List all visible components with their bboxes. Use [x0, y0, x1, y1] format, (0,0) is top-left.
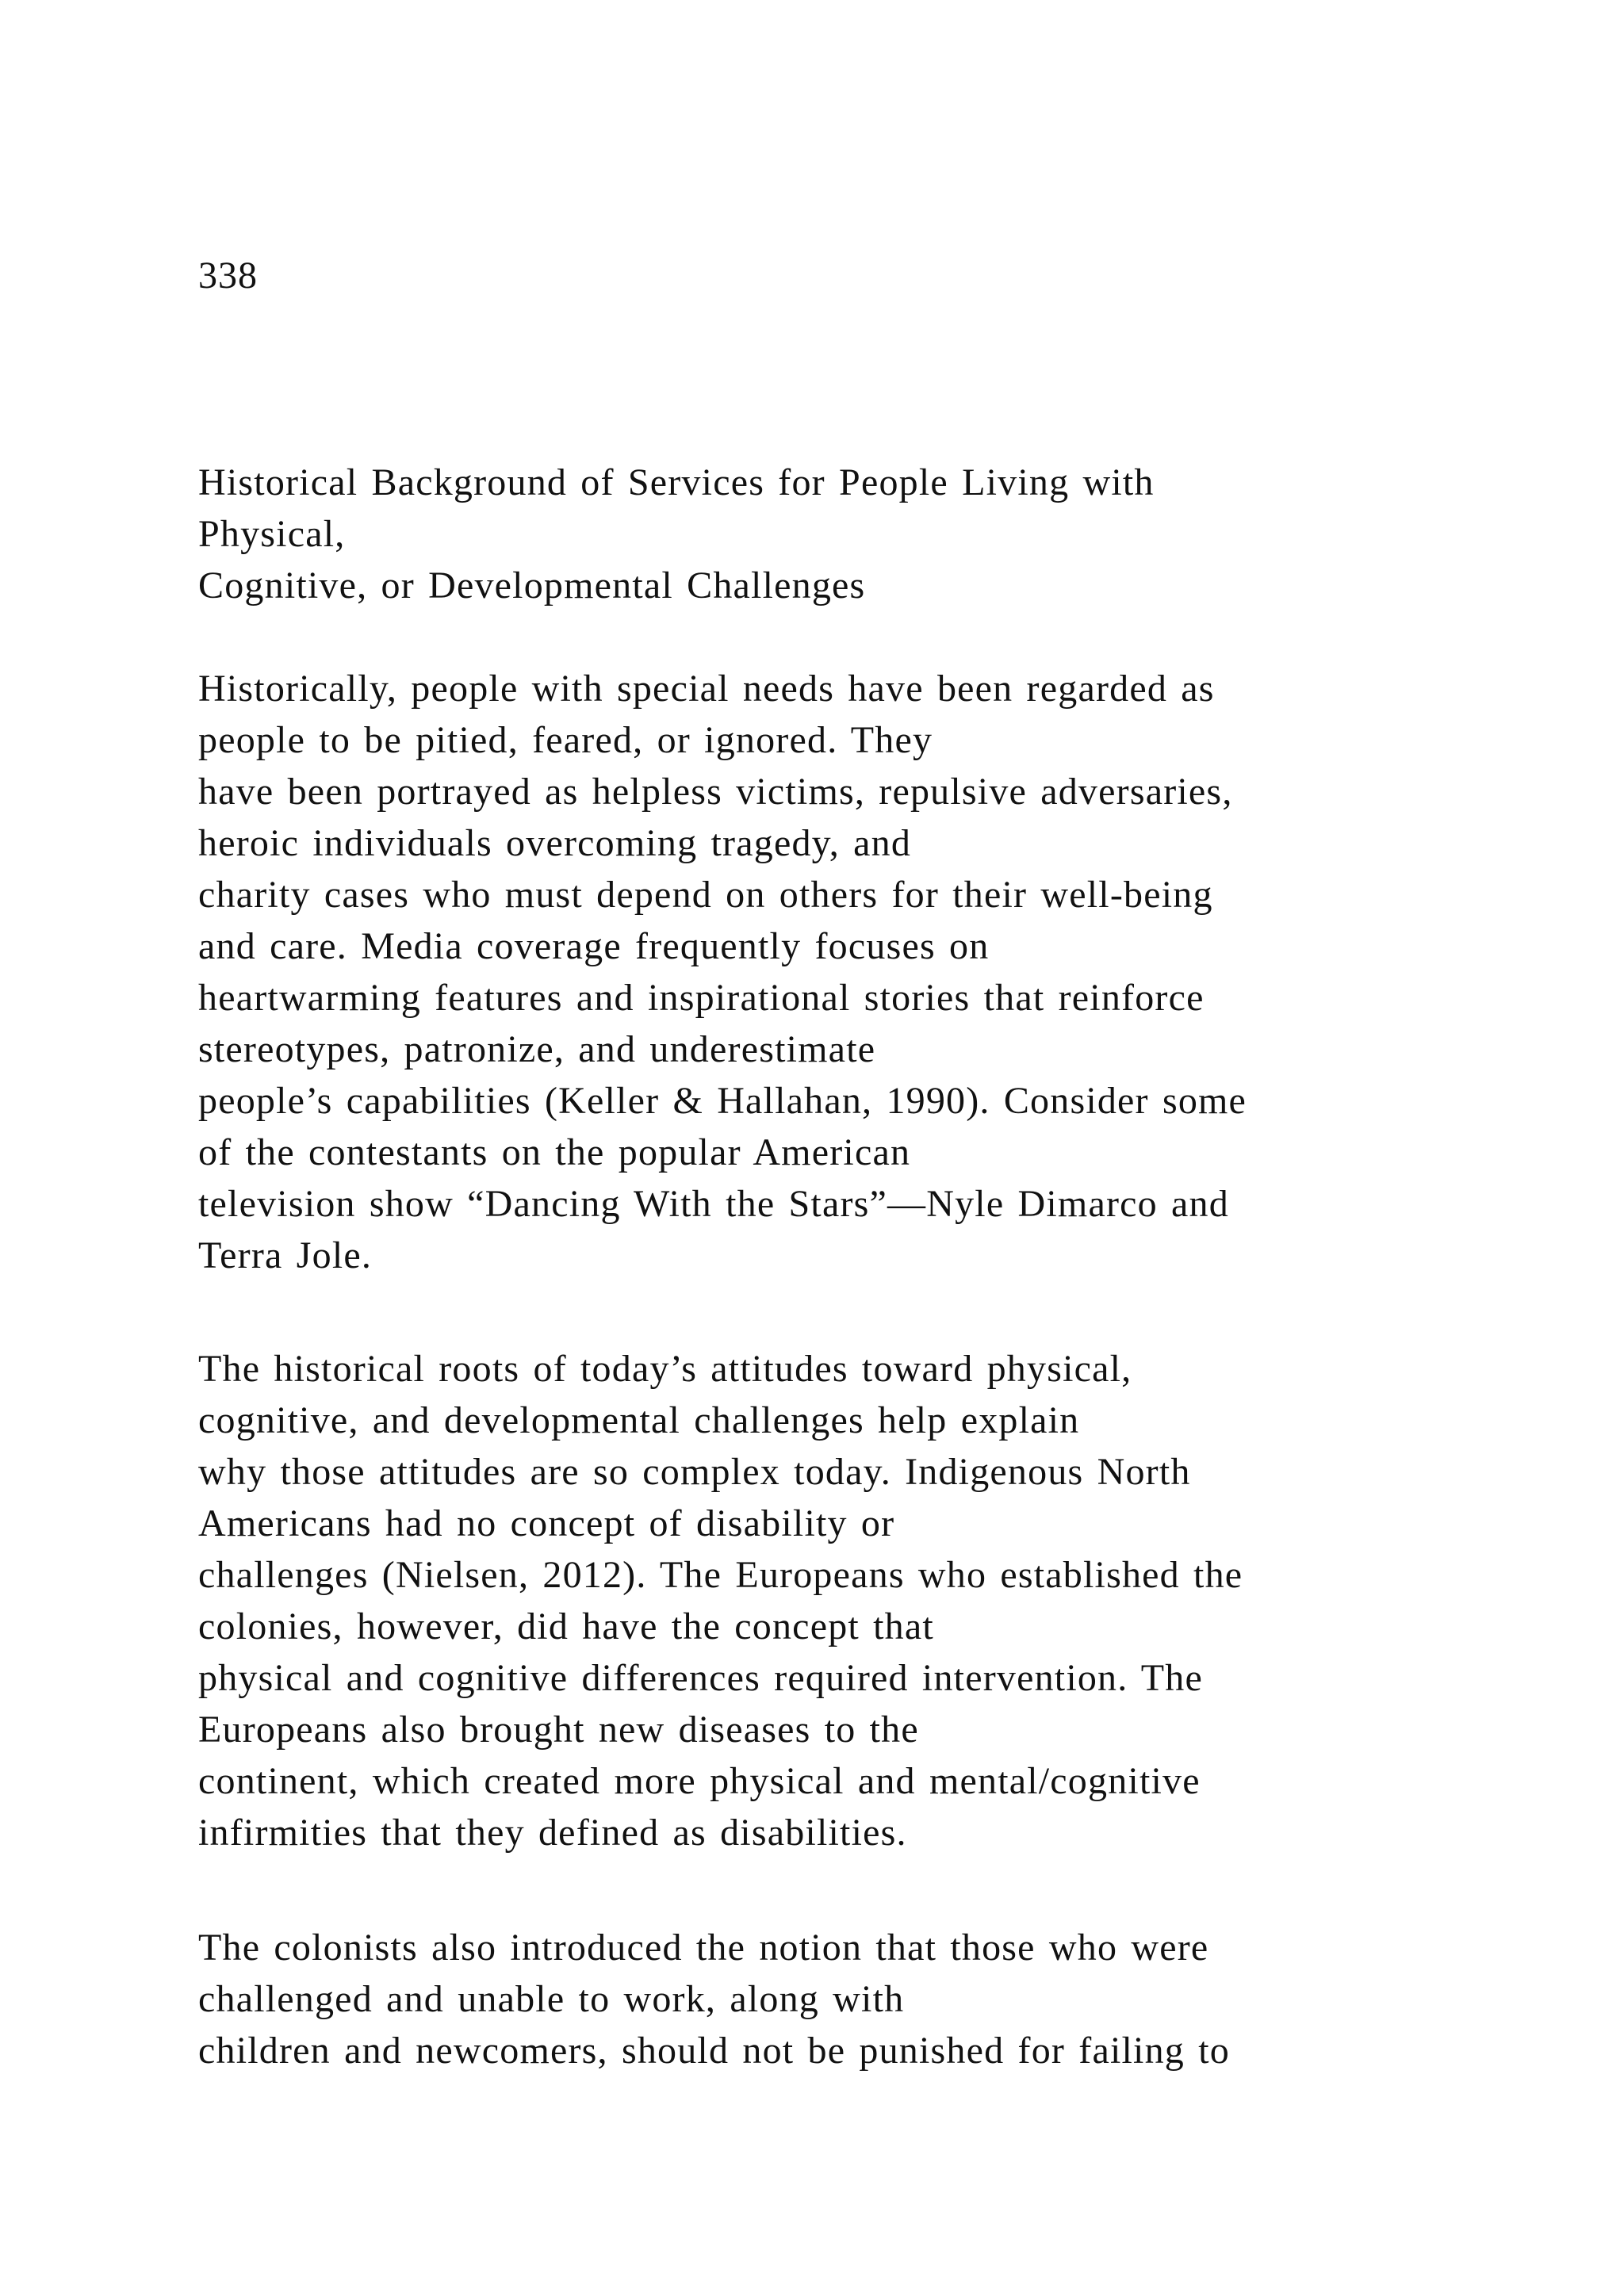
- section-heading: [198, 457, 1451, 611]
- paragraph-line: stereotypes, patronize, and underestimate: [198, 1028, 876, 1070]
- paragraph-line: people to be pitied, feared, or ignored. They: [198, 719, 933, 761]
- paragraph-1: [198, 663, 1451, 1281]
- paragraph-3: [198, 1922, 1451, 2076]
- paragraph-line: television show “Dancing With the Stars”—Nyle Dimarco and: [198, 1183, 1229, 1225]
- paragraph-line: infirmities that they defined as disabilities.: [198, 1812, 907, 1854]
- heading-line: Physical,: [198, 513, 346, 555]
- heading-line: Historical Background of Services for People Living with: [198, 461, 1155, 503]
- paragraph-line: Terra Jole.: [198, 1234, 373, 1276]
- paragraph-line: colonies, however, did have the concept that: [198, 1605, 934, 1647]
- paragraph-line: children and newcomers, should not be punished for failing to: [198, 2030, 1230, 2072]
- paragraph-line: charity cases who must depend on others for their well-being: [198, 874, 1213, 916]
- heading-line: Cognitive, or Developmental Challenges: [198, 564, 866, 607]
- paragraph-line: of the contestants on the popular American: [198, 1131, 911, 1173]
- paragraph-2: [198, 1343, 1451, 1858]
- paragraph-line: cognitive, and developmental challenges help explain: [198, 1399, 1080, 1441]
- paragraph-line: heartwarming features and inspirational stories that reinforce: [198, 977, 1205, 1019]
- paragraph-line: have been portrayed as helpless victims, repulsive adversaries,: [198, 771, 1233, 813]
- paragraph-line: challenged and unable to work, along with: [198, 1978, 905, 2020]
- paragraph-line: continent, which created more physical and mental/cognitive: [198, 1760, 1201, 1802]
- paragraph-line: Historically, people with special needs have been regarded as: [198, 668, 1215, 710]
- paragraph-line: The historical roots of today’s attitudes toward physical,: [198, 1348, 1132, 1390]
- paragraph-line: physical and cognitive differences required intervention. The: [198, 1657, 1204, 1699]
- paragraph-line: challenges (Nielsen, 2012). The Europeans who established the: [198, 1554, 1243, 1596]
- paragraph-line: Americans had no concept of disability or: [198, 1502, 895, 1544]
- paragraph-line: people’s capabilities (Keller & Hallahan, 1990). Consider some: [198, 1080, 1247, 1122]
- paragraph-line: and care. Media coverage frequently focuses on: [198, 925, 990, 967]
- paragraph-line: Europeans also brought new diseases to the: [198, 1709, 919, 1751]
- page-number: 338: [198, 254, 258, 297]
- paragraph-line: heroic individuals overcoming tragedy, and: [198, 822, 912, 864]
- paragraph-line: The colonists also introduced the notion that those who were: [198, 1927, 1209, 1969]
- paragraph-line: why those attitudes are so complex today. Indigenous North: [198, 1451, 1191, 1493]
